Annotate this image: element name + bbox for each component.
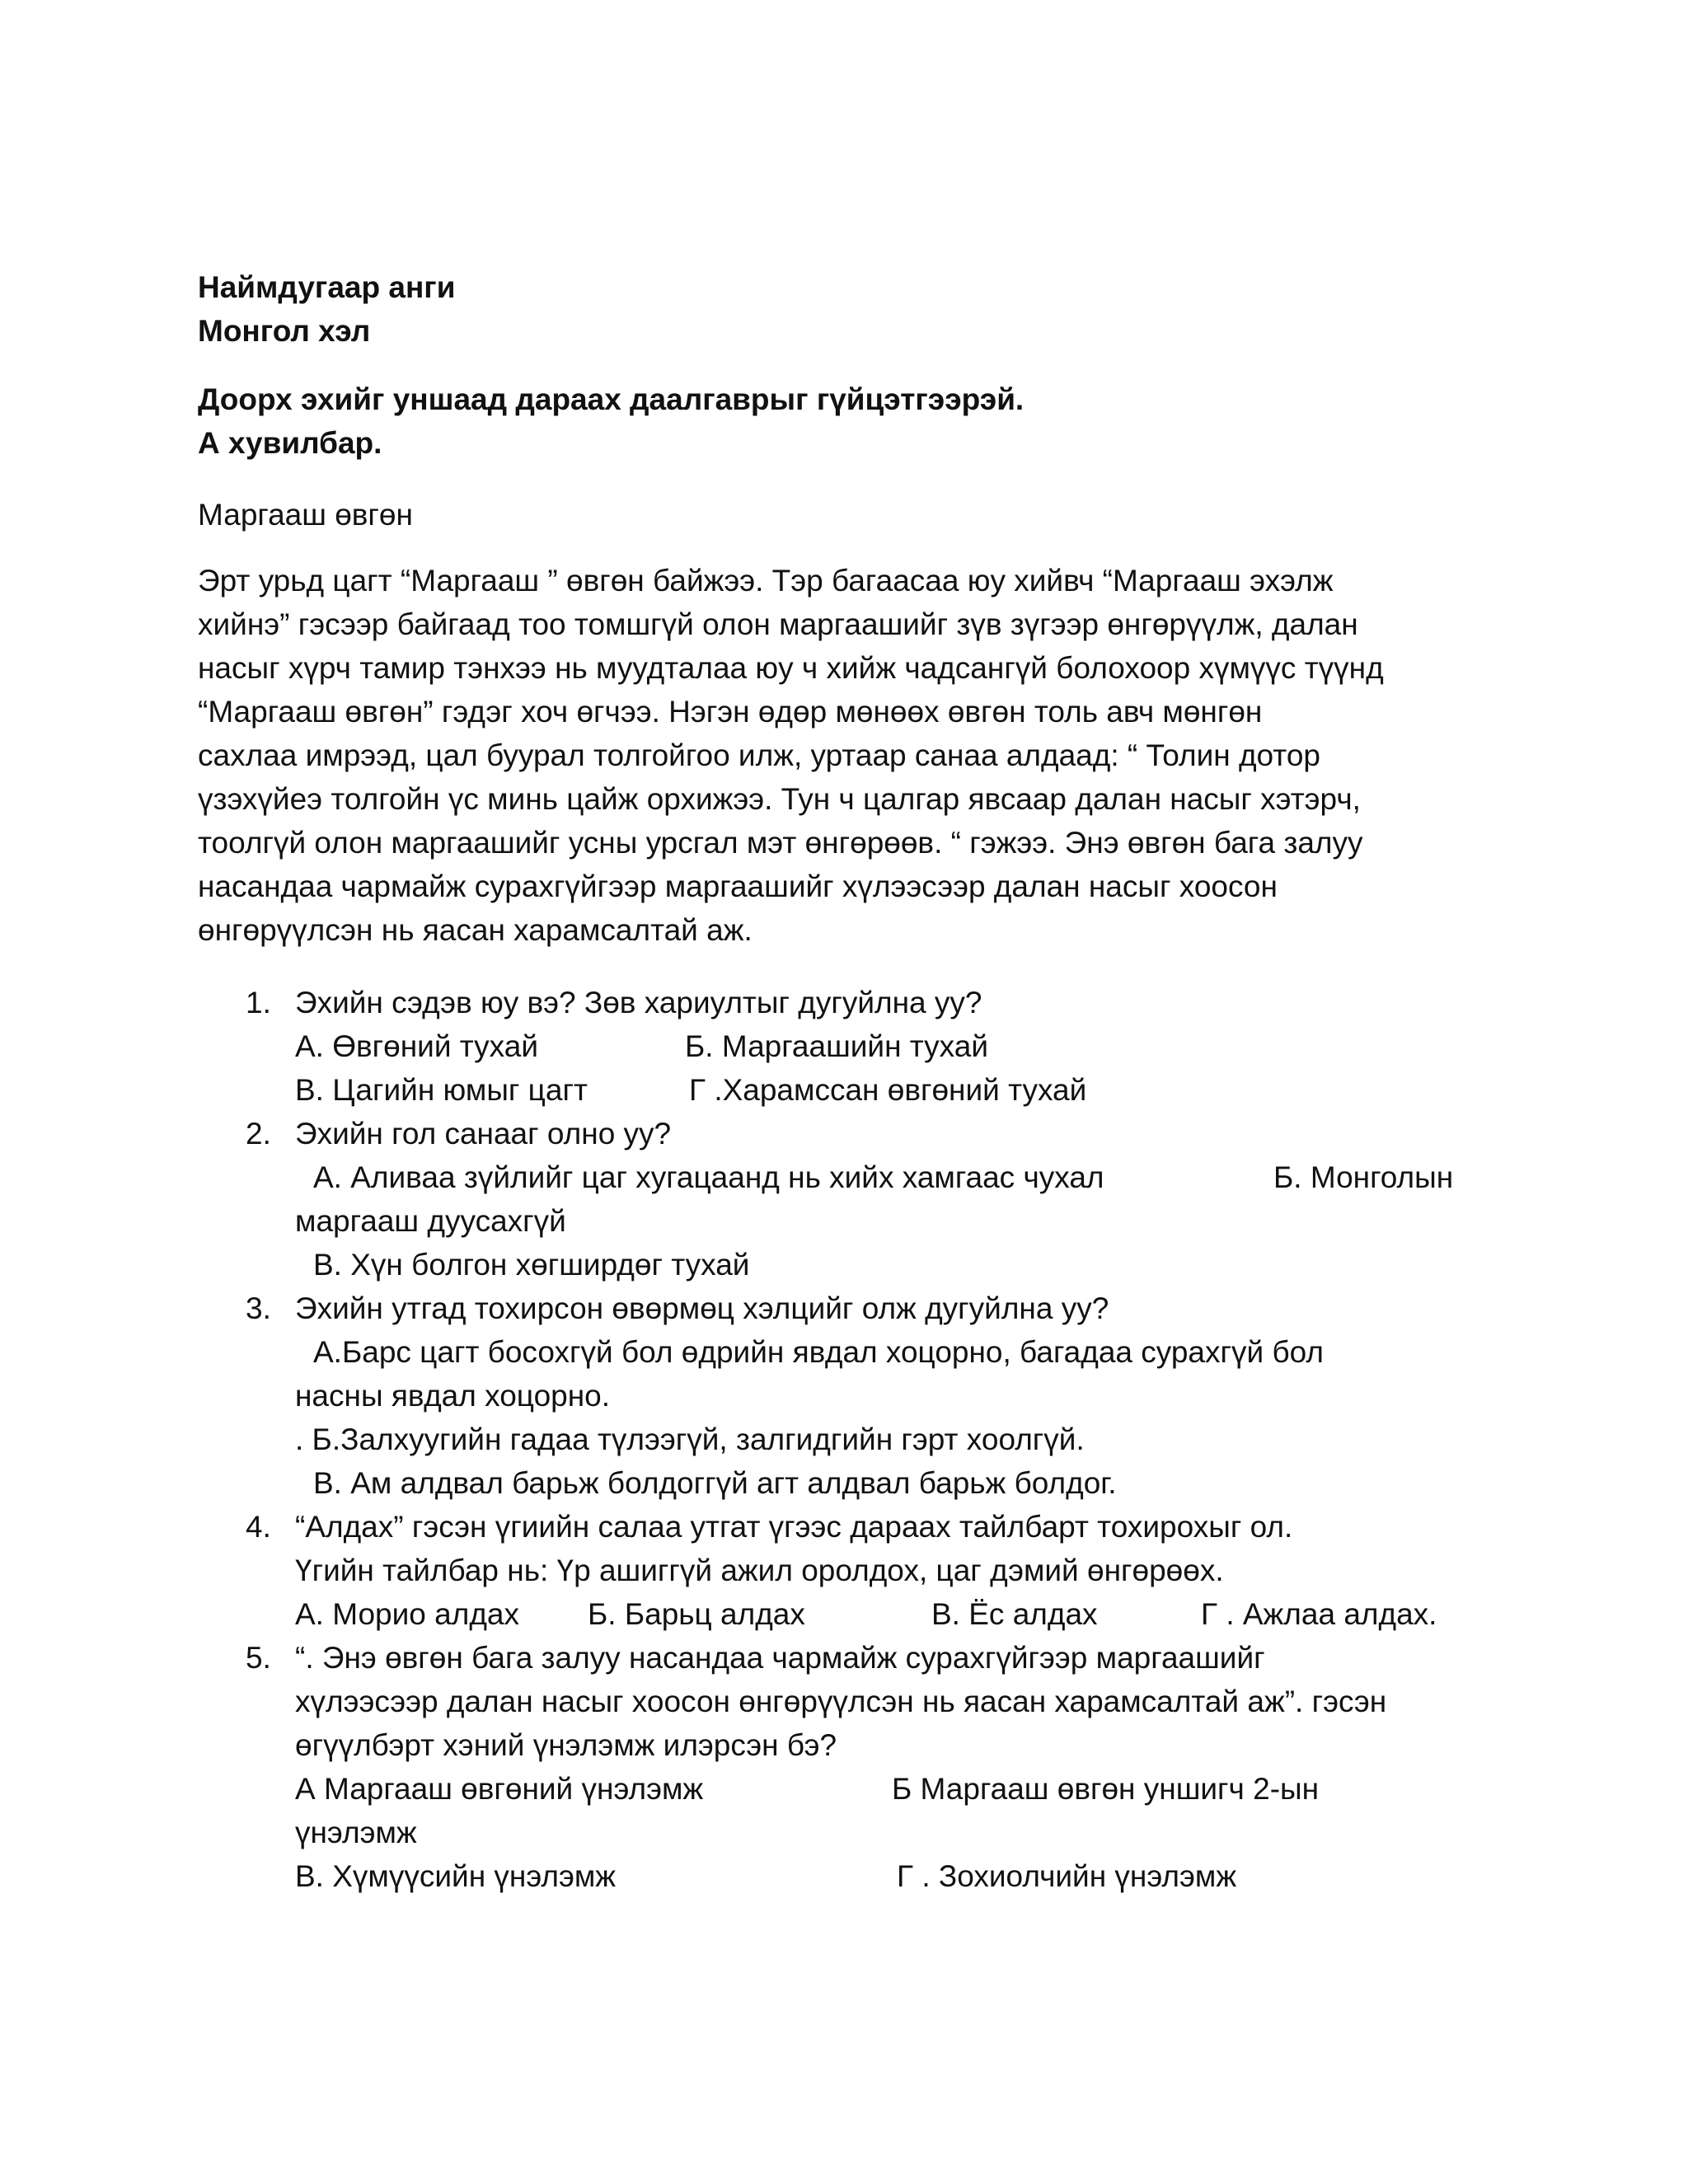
story-line: хийнэ” гэсээр байгаад тоо томшгүй олон маргаашийг зүв зүгээр өнгөрүүлж, далан xyxy=(198,607,1358,641)
option-g: Г .Харамссан өвгөний тухай xyxy=(689,1073,1087,1107)
grade-title: Наймдугаар анги xyxy=(198,270,456,304)
word-explanation: Үгийн тайлбар нь: Үр ашиггүй ажил оролдох, цаг дэмий өнгөрөөх. xyxy=(295,1554,1224,1587)
question-number: 5. xyxy=(246,1641,271,1675)
option-g: Г . Ажлаа алдах. xyxy=(1201,1597,1437,1631)
story-text xyxy=(198,559,1517,952)
story-line: насыг хүрч тамир тэнхээ нь муудталаа юу ч хийж чадсангүй болохоор хүмүүс түүнд xyxy=(198,651,1384,685)
story-line: үзэхүйеэ толгойн үс минь цайж орхижээ. Тун ч цалгар явсаар далан насыг хэтэрч, xyxy=(198,782,1361,816)
story-line: насандаа чармайж сурахгүйгээр маргаашийг хүлээсээр далан насыг хоосон xyxy=(198,869,1278,903)
option-a: А. Морио алдах xyxy=(295,1597,519,1631)
option-a-continued: насны явдал хоцорно. xyxy=(295,1379,611,1413)
task-heading xyxy=(198,377,1517,465)
document-heading xyxy=(198,265,1517,353)
task-variant: А хувилбар. xyxy=(198,426,382,460)
option-v: В. Ёс алдах xyxy=(931,1597,1098,1631)
story-line: “Маргааш өвгөн” гэдэг хоч өгчээ. Нэгэн өдөр мөнөөх өвгөн толь авч мөнгөн xyxy=(198,695,1263,729)
option-b: Б. Маргаашийн тухай xyxy=(685,1029,988,1063)
option-b-continued: маргааш дуусахгүй xyxy=(295,1204,566,1238)
story-line: тоолгүй олон маргаашийг усны урсгал мэт өнгөрөөв. “ гэжээ. Энэ өвгөн бага залуу xyxy=(198,826,1363,860)
option-a: А. Өвгөний тухай xyxy=(295,1029,538,1063)
question-text: өгүүлбэрт хэний үнэлэмж илэрсэн бэ? xyxy=(295,1728,837,1762)
option-a: А.Барс цагт босохгүй бол өдрийн явдал хоцорно, багадаа сурахгүй бол xyxy=(313,1335,1324,1369)
option-b-continued: үнэлэмж xyxy=(295,1816,417,1849)
option-a: А. Аливаа зүйлийг цаг хугацаанд нь хийх хамгаас чухал xyxy=(313,1160,1104,1194)
subject-title: Монгол хэл xyxy=(198,314,371,348)
question-text: “. Энэ өвгөн бага залуу насандаа чармайж сурахгүйгээр маргаашийг xyxy=(295,1641,1265,1675)
option-v: В. Ам алдвал барьж болдоггүй агт алдвал барьж болдог. xyxy=(313,1466,1117,1500)
story-line: Эрт урьд цагт “Маргааш ” өвгөн байжээ. Тэр багаасаа юу хийвч “Маргааш эхэлж xyxy=(198,564,1334,598)
question-number: 1. xyxy=(246,986,271,1019)
story-title: Маргааш өвгөн xyxy=(198,498,413,532)
question-text: “Алдах” гэсэн үгиийн салаа утгат үгээс дараах тайлбарт тохирохыг ол. xyxy=(295,1510,1293,1544)
story-line: өнгөрүүлсэн нь яасан харамсалтай аж. xyxy=(198,913,753,947)
option-v: В. Хүмүүсийн үнэлэмж xyxy=(295,1859,617,1893)
question-number: 4. xyxy=(246,1510,271,1544)
question-number: 2. xyxy=(246,1117,271,1151)
question-text: Эхийн сэдэв юу вэ? Зөв хариултыг дугуйлна уу? xyxy=(295,986,982,1019)
question-text: хүлээсээр далан насыг хоосон өнгөрүүлсэн нь яасан харамсалтай аж”. гэсэн xyxy=(295,1685,1387,1718)
option-b: . Б.Залхуугийн гадаа түлээгүй, залгидгийн гэрт хоолгүй. xyxy=(295,1422,1085,1456)
question-text: Эхийн гол санааг олно уу? xyxy=(295,1117,672,1151)
question-text: Эхийн утгад тохирсон өвөрмөц хэлцийг олж дугуйлна уу? xyxy=(295,1291,1109,1325)
option-b: Б Маргааш өвгөн уншигч 2-ын xyxy=(892,1772,1320,1806)
story-line: сахлаа имрээд, цал буурал толгойгоо илж, уртаар санаа алдаад: “ Толин дотор xyxy=(198,738,1320,772)
option-b: Б. Барьц алдах xyxy=(588,1597,805,1631)
option-v: В. Хүн болгон хөгширдөг тухай xyxy=(313,1248,750,1282)
question-number: 3. xyxy=(246,1291,271,1325)
option-a: А Маргааш өвгөний үнэлэмж xyxy=(295,1772,704,1806)
option-b: Б. Монголын xyxy=(1273,1160,1454,1194)
task-instruction: Доорх эхийг уншаад дараах даалгаврыг гүйцэтгээрэй. xyxy=(198,382,1025,416)
option-v: В. Цагийн юмыг цагт xyxy=(295,1073,588,1107)
option-g: Г . Зохиолчийн үнэлэмж xyxy=(897,1859,1237,1893)
